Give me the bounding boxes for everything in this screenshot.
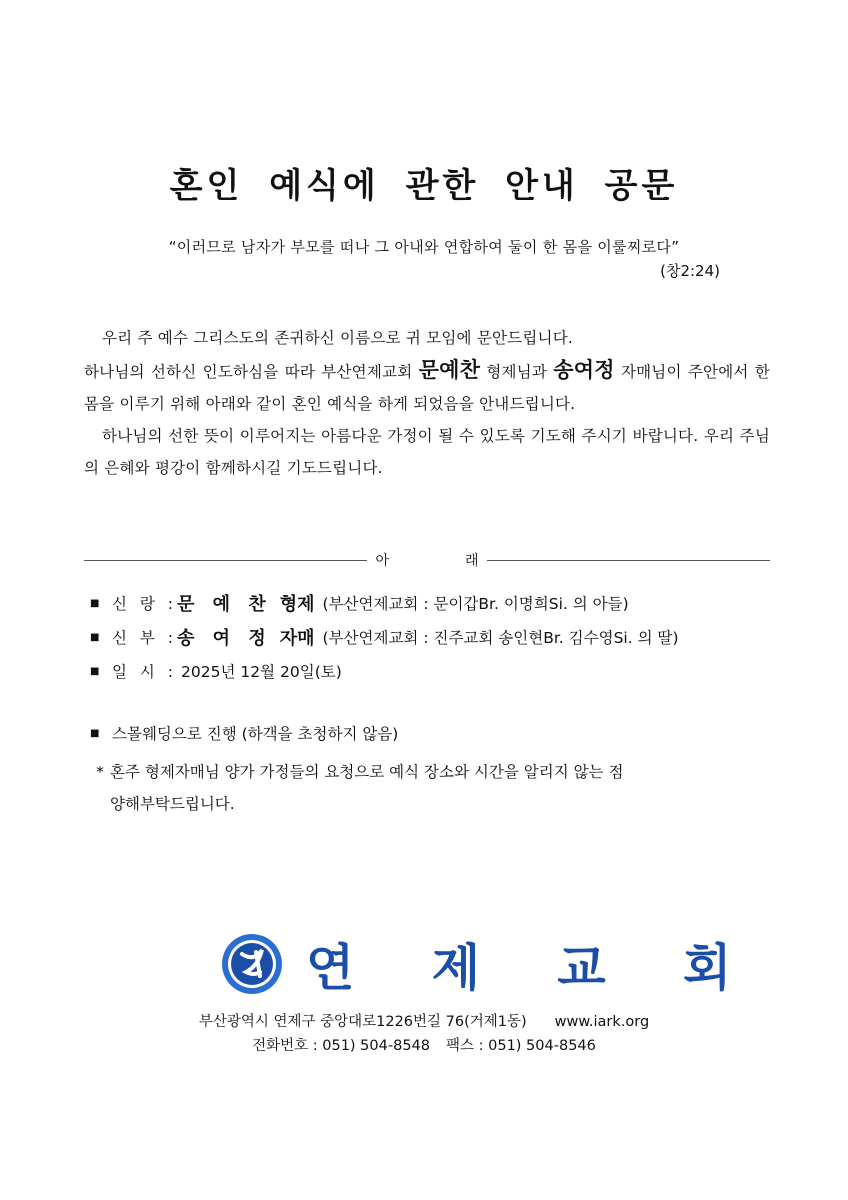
paragraph-2-intro: 하나님의 선하신 인도하심을 따라 부산연제교회 [84, 363, 413, 381]
groom-info: (부산연제교회 : 문이갑Br. 이명희Si. 의 아들) [322, 595, 629, 613]
square-bullet-icon: ■ [90, 597, 100, 609]
square-bullet-icon: ■ [90, 631, 100, 643]
groom-name-highlight: 문예찬 [418, 358, 481, 382]
star-note-line-1: 혼주 형제자매님 양가 가정들의 요청으로 예식 장소와 시간을 알리지 않는 점 [110, 763, 624, 781]
date-value: 2025년 12월 20일(토) [181, 663, 342, 681]
bride-title: 자매 [279, 628, 315, 649]
date-label: 일 시 : [112, 663, 178, 681]
groom-row [90, 586, 790, 620]
greeting-paragraph-2 [84, 354, 770, 420]
footer-phone: 전화번호 : 051) 504-8548 [252, 1038, 430, 1054]
square-bullet-icon: ■ [90, 665, 100, 677]
footer-address-line [0, 1010, 848, 1031]
divider-label-right: 래 [465, 553, 479, 569]
church-name-logo: 연 제 교 회 [306, 939, 762, 997]
footer-address: 부산광역시 연제구 중앙대로1226번길 76(거제1동) [198, 1014, 527, 1030]
notice-section [90, 716, 790, 820]
groom-label: 신 랑 : [112, 595, 178, 613]
divider-line-left [84, 560, 367, 561]
footer-contact-line [0, 1034, 848, 1055]
asterisk-icon: * [96, 763, 104, 781]
date-row [90, 654, 790, 688]
bride-row [90, 620, 790, 654]
paragraph-2-end: 자매님이 주안에서 한 몸을 이루기 위해 아래와 같이 혼인 예식을 하게 되었음을 안내드립니다. [84, 363, 770, 413]
divider-line-right [487, 560, 770, 561]
wedding-details [90, 586, 790, 688]
church-logo [220, 932, 761, 996]
notice-star-note [90, 756, 790, 820]
bride-label: 신 부 : [112, 629, 178, 647]
greeting-body [84, 322, 770, 484]
star-note-line-2: 양해부탁드립니다. [110, 795, 235, 813]
bible-quote: “이러므로 남자가 부모를 떠나 그 아내와 연합하여 둘이 한 몸을 이룰찌로다” [168, 238, 680, 256]
square-bullet-icon: ■ [90, 727, 100, 739]
document-title: 혼인 예식에 관한 안내 공문 [169, 166, 679, 206]
bible-quote-reference: (창2:24) [660, 262, 720, 280]
footer-fax: 팩스 : 051) 504-8546 [446, 1038, 596, 1054]
church-emblem-icon [220, 932, 284, 996]
footer-website[interactable]: www.iark.org [554, 1014, 650, 1030]
bride-info: (부산연제교회 : 진주교회 송인현Br. 김수영Si. 의 딸) [322, 629, 679, 647]
bride-name-highlight: 송여정 [553, 358, 615, 382]
paragraph-2-middle: 형제님과 [486, 363, 548, 381]
divider-label-left: 아 [375, 553, 389, 569]
greeting-paragraph-1: 우리 주 예수 그리스도의 존귀하신 이름으로 귀 모임에 문안드립니다. [102, 329, 573, 347]
notice-text: 스몰웨딩으로 진행 (하객을 초청하지 않음) [112, 725, 399, 743]
notice-row [90, 716, 790, 750]
section-divider [84, 548, 770, 572]
groom-title: 형제 [279, 594, 315, 615]
bride-name: 송 여 정 [177, 628, 272, 649]
greeting-paragraph-3: 하나님의 선한 뜻이 이루어지는 아름다운 가정이 될 수 있도록 기도해 주시기 바랍니다. 우리 주님의 은혜와 평강이 함께하시길 기도드립니다. [84, 427, 770, 477]
groom-name: 문 예 찬 [177, 594, 272, 615]
